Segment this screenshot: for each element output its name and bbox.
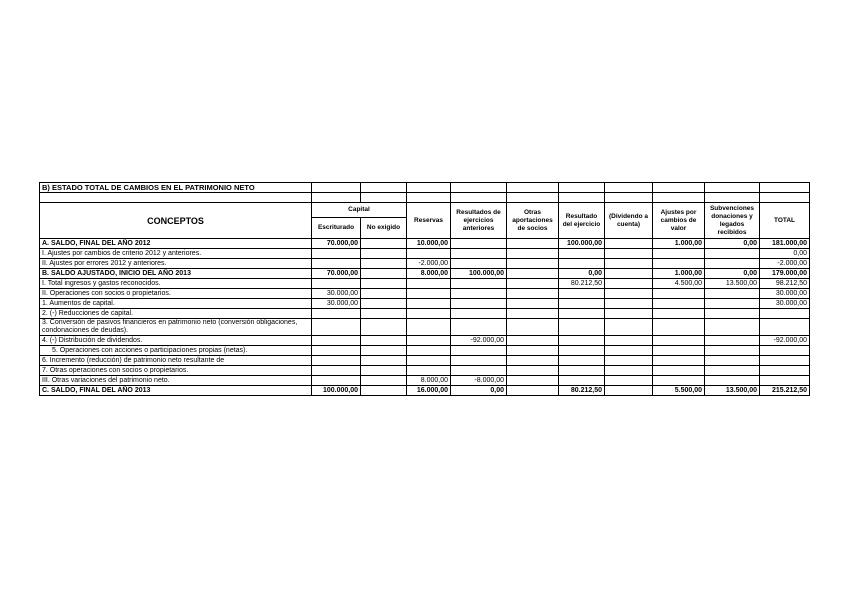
row-value: 13.500,00 — [705, 279, 760, 289]
row-value — [451, 319, 507, 336]
row-value — [361, 346, 407, 356]
row-value — [361, 289, 407, 299]
row-value — [605, 366, 653, 376]
row-value — [312, 319, 361, 336]
row-value — [407, 249, 451, 259]
row-value: 215.212,50 — [760, 386, 810, 396]
row-value — [361, 376, 407, 386]
row-value: 4.500,00 — [653, 279, 705, 289]
row-concept: II. Operaciones con socios o propietarios. — [40, 289, 312, 299]
row-value — [507, 336, 559, 346]
table-title: B) ESTADO TOTAL DE CAMBIOS EN EL PATRIMONIO NETO — [40, 183, 312, 193]
row-value — [760, 366, 810, 376]
row-value — [653, 336, 705, 346]
table-row — [40, 366, 810, 376]
table-row — [40, 356, 810, 366]
row-value — [451, 356, 507, 366]
row-value — [451, 299, 507, 309]
row-concept: 3. Conversión de pasivos financieros en patrimonio neto (conversión obligaciones, condonaciones de deudas). — [40, 319, 312, 336]
header-row-1 — [40, 203, 810, 218]
table-row — [40, 289, 810, 299]
row-value — [407, 356, 451, 366]
row-value: 181.000,00 — [760, 239, 810, 249]
header-otras-aportaciones: Otras aportaciones de socios — [507, 203, 559, 239]
row-value — [312, 259, 361, 269]
row-value: 100.000,00 — [451, 269, 507, 279]
row-value — [559, 336, 605, 346]
row-value — [705, 346, 760, 356]
row-value — [361, 279, 407, 289]
row-value: -2.000,00 — [407, 259, 451, 269]
row-value — [605, 356, 653, 366]
row-value: 70.000,00 — [312, 239, 361, 249]
row-value: 0,00 — [451, 386, 507, 396]
row-value: 30.000,00 — [312, 299, 361, 309]
row-value: 80.212,50 — [559, 279, 605, 289]
row-value — [559, 346, 605, 356]
row-value: -8.000,00 — [451, 376, 507, 386]
row-value — [507, 279, 559, 289]
row-value — [361, 299, 407, 309]
row-value — [705, 259, 760, 269]
row-value — [407, 319, 451, 336]
header-no-exigido: No exigido — [361, 218, 407, 239]
row-value: 98.212,50 — [760, 279, 810, 289]
row-concept: A. SALDO, FINAL DEL AÑO 2012 — [40, 239, 312, 249]
row-concept: 2. (-) Reducciones de capital. — [40, 309, 312, 319]
row-value — [605, 279, 653, 289]
row-value — [605, 319, 653, 336]
row-value: 30.000,00 — [760, 299, 810, 309]
row-value — [605, 376, 653, 386]
row-value — [653, 309, 705, 319]
row-value — [451, 249, 507, 259]
row-value: -2.000,00 — [760, 259, 810, 269]
row-value — [605, 269, 653, 279]
header-capital: Capital — [312, 203, 407, 218]
row-value — [559, 356, 605, 366]
row-value — [451, 279, 507, 289]
row-value: 0,00 — [760, 249, 810, 259]
row-value — [760, 309, 810, 319]
row-value — [507, 309, 559, 319]
table-row — [40, 269, 810, 279]
row-value — [451, 309, 507, 319]
row-value — [605, 289, 653, 299]
row-value — [407, 346, 451, 356]
row-value — [605, 336, 653, 346]
row-value — [705, 289, 760, 299]
row-value — [451, 366, 507, 376]
row-value — [605, 299, 653, 309]
row-value: 179.000,00 — [760, 269, 810, 279]
row-value — [507, 386, 559, 396]
row-concept: III. Otras variaciones del patrimonio neto. — [40, 376, 312, 386]
row-value — [312, 376, 361, 386]
header-total: TOTAL — [760, 203, 810, 239]
row-value: 1.000,00 — [653, 269, 705, 279]
row-value — [507, 289, 559, 299]
table-row — [40, 386, 810, 396]
row-value — [507, 376, 559, 386]
row-concept: 5. Operaciones con acciones o participaciones propias (netas). — [40, 346, 312, 356]
row-value — [507, 346, 559, 356]
row-value — [407, 309, 451, 319]
row-concept: 4. (-) Distribución de dividendos. — [40, 336, 312, 346]
row-value — [312, 249, 361, 259]
row-value — [361, 249, 407, 259]
row-value — [361, 259, 407, 269]
header-dividendo: (Dividendo a cuenta) — [605, 203, 653, 239]
header-ajustes: Ajustes por cambios de valor — [653, 203, 705, 239]
row-value — [361, 366, 407, 376]
row-value — [705, 376, 760, 386]
header-reservas: Reservas — [407, 203, 451, 239]
row-value — [559, 376, 605, 386]
row-value — [705, 336, 760, 346]
row-value — [507, 366, 559, 376]
row-value: 0,00 — [705, 269, 760, 279]
row-concept: 6. Incremento (reducción) de patrimonio neto resultante de — [40, 356, 312, 366]
row-concept: I. Ajustes por cambios de criterio 2012 y anteriores. — [40, 249, 312, 259]
row-value: 30.000,00 — [760, 289, 810, 299]
row-concept: I. Total ingresos y gastos reconocidos. — [40, 279, 312, 289]
header-conceptos: CONCEPTOS — [40, 203, 312, 239]
row-value — [507, 356, 559, 366]
row-value — [605, 249, 653, 259]
row-value — [559, 366, 605, 376]
row-value: 100.000,00 — [312, 386, 361, 396]
row-value: 100.000,00 — [559, 239, 605, 249]
header-escriturado: Escriturado — [312, 218, 361, 239]
table-row — [40, 259, 810, 269]
row-value — [653, 299, 705, 309]
row-value — [559, 249, 605, 259]
row-value: 1.000,00 — [653, 239, 705, 249]
row-value — [312, 356, 361, 366]
row-value — [760, 356, 810, 366]
row-value — [312, 336, 361, 346]
row-value: 0,00 — [559, 269, 605, 279]
table-row — [40, 376, 810, 386]
row-value — [312, 279, 361, 289]
table-row — [40, 319, 810, 336]
row-value — [760, 376, 810, 386]
row-value — [361, 319, 407, 336]
row-value — [451, 259, 507, 269]
row-value — [705, 309, 760, 319]
row-value — [507, 259, 559, 269]
row-value: 8.000,00 — [407, 269, 451, 279]
spacer-row — [40, 193, 810, 203]
table-row — [40, 279, 810, 289]
row-value — [760, 346, 810, 356]
header-resultado-ejercicio: Resultado del ejercicio — [559, 203, 605, 239]
row-value — [705, 319, 760, 336]
equity-changes-table — [39, 182, 810, 396]
table-row — [40, 346, 810, 356]
row-value — [407, 289, 451, 299]
row-value — [705, 299, 760, 309]
row-value: 8.000,00 — [407, 376, 451, 386]
row-value — [705, 356, 760, 366]
row-value — [559, 299, 605, 309]
row-value: 30.000,00 — [312, 289, 361, 299]
table-row — [40, 309, 810, 319]
row-value — [559, 319, 605, 336]
row-value — [653, 376, 705, 386]
row-value — [605, 239, 653, 249]
row-value — [507, 249, 559, 259]
row-value: 70.000,00 — [312, 269, 361, 279]
row-concept: C. SALDO, FINAL DEL AÑO 2013 — [40, 386, 312, 396]
row-value — [361, 239, 407, 249]
row-value — [653, 249, 705, 259]
row-value — [653, 366, 705, 376]
row-value: 80.212,50 — [559, 386, 605, 396]
table-row — [40, 336, 810, 346]
row-value — [507, 239, 559, 249]
row-value: 10.000,00 — [407, 239, 451, 249]
row-value — [361, 336, 407, 346]
row-value — [559, 289, 605, 299]
row-value — [559, 309, 605, 319]
row-value — [312, 346, 361, 356]
row-value — [312, 366, 361, 376]
row-value — [705, 366, 760, 376]
header-resultados-anteriores: Resultados de ejercicios anteriores — [451, 203, 507, 239]
table-row — [40, 239, 810, 249]
row-value: 16.000,00 — [407, 386, 451, 396]
row-value — [605, 346, 653, 356]
row-value — [451, 239, 507, 249]
row-concept: 1. Aumentos de capital. — [40, 299, 312, 309]
row-value — [451, 289, 507, 299]
row-value — [407, 279, 451, 289]
row-value — [507, 269, 559, 279]
row-value: 5.500,00 — [653, 386, 705, 396]
row-value — [451, 346, 507, 356]
row-value — [361, 356, 407, 366]
row-value — [361, 309, 407, 319]
row-value — [605, 386, 653, 396]
row-value — [559, 259, 605, 269]
row-value — [605, 259, 653, 269]
row-value: -92.000,00 — [451, 336, 507, 346]
row-value — [653, 346, 705, 356]
row-value — [312, 309, 361, 319]
row-value: -92.000,00 — [760, 336, 810, 346]
row-concept: II. Ajustes por errores 2012 y anteriores. — [40, 259, 312, 269]
row-value — [407, 299, 451, 309]
table-row — [40, 299, 810, 309]
row-value — [605, 309, 653, 319]
title-row — [40, 183, 810, 193]
row-value — [407, 366, 451, 376]
row-concept: B. SALDO AJUSTADO, INICIO DEL AÑO 2013 — [40, 269, 312, 279]
row-value — [705, 249, 760, 259]
row-value — [653, 356, 705, 366]
row-value — [653, 259, 705, 269]
row-value — [361, 386, 407, 396]
row-value — [653, 289, 705, 299]
table-row — [40, 249, 810, 259]
row-concept: 7. Otras operaciones con socios o propietarios. — [40, 366, 312, 376]
row-value — [507, 319, 559, 336]
row-value — [361, 269, 407, 279]
row-value — [760, 319, 810, 336]
row-value — [407, 336, 451, 346]
row-value — [653, 319, 705, 336]
row-value: 0,00 — [705, 239, 760, 249]
row-value — [507, 299, 559, 309]
row-value: 13.500,00 — [705, 386, 760, 396]
header-subvenciones: Subvenciones donaciones y legados recibidos — [705, 203, 760, 239]
